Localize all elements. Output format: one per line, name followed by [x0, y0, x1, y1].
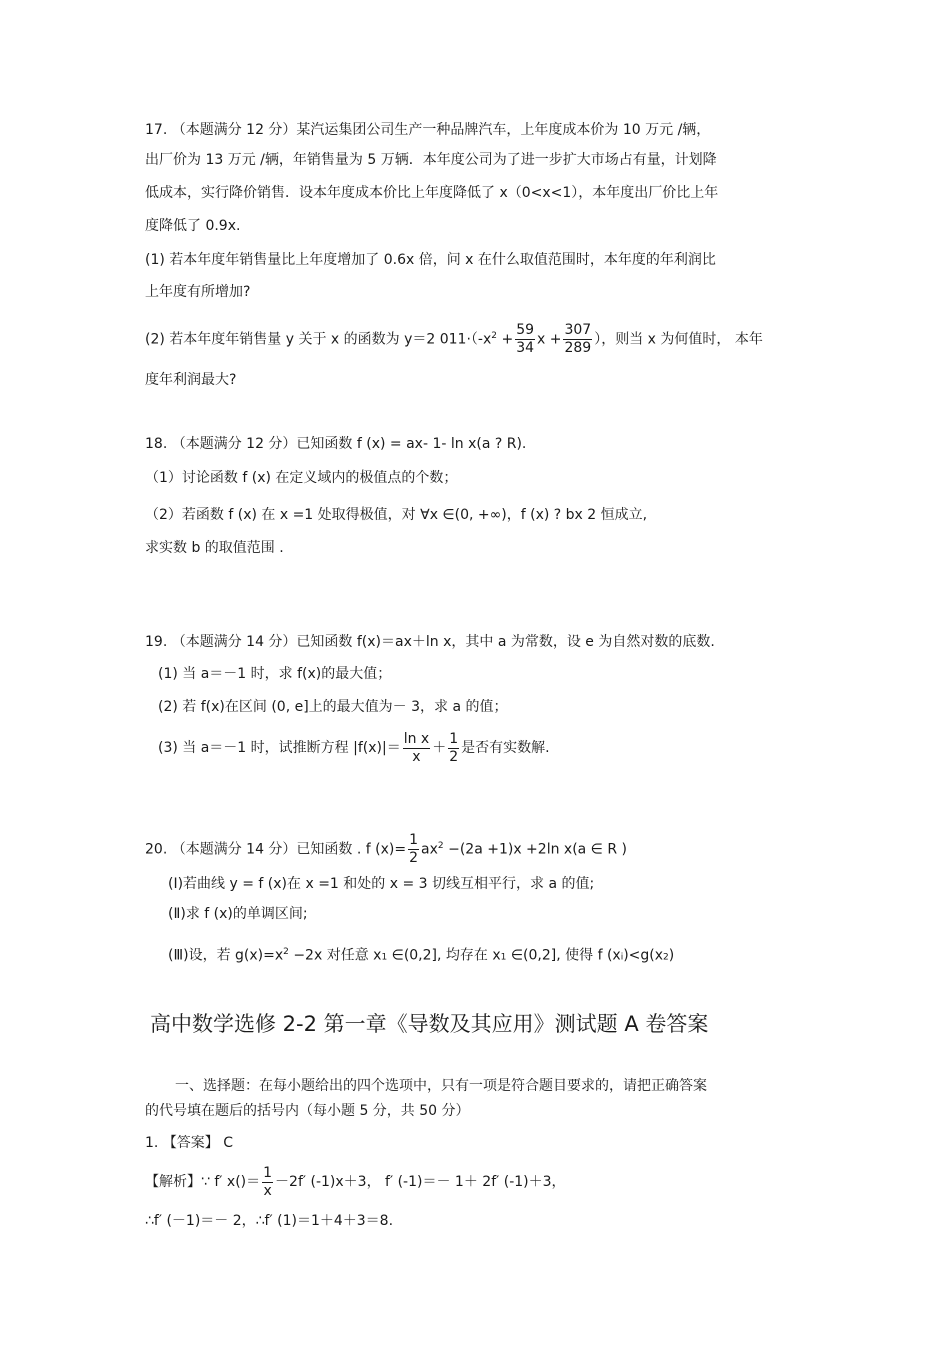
- fraction-one-half: [448, 731, 459, 766]
- numerator: ln x: [403, 730, 430, 747]
- denominator: 2: [409, 850, 419, 867]
- q20-part-3-text-2: −2x 对任意 x: [288, 947, 382, 964]
- fraction-one-over-x: [262, 1165, 273, 1200]
- q20-part-3-tail: ): [668, 947, 675, 964]
- q19-part-3-text: (3) 当 a＝－1 时，试推断方程 |f(x)|＝: [158, 740, 401, 756]
- answers-intro-line-1: 一、选择题：在每小题给出的四个选项中，只有一项是符合题目要求的，请把正确答案: [175, 1078, 707, 1094]
- q19-part-2: (2) 若 f(x)在区间 (0, e]上的最大值为－ 3，求 a 的值；: [158, 699, 508, 715]
- q19-line-1: 19. （本题满分 14 分）已知函数 f(x)＝ax＋ln x，其中 a 为常数，设 e 为自然对数的底数.: [145, 634, 715, 650]
- q17-part-1-line-1: (1) 若本年度年销售量比上年度增加了 0.6x 倍，问 x 在什么取值范围时，本年度的年利润比: [145, 252, 716, 268]
- q17-line-1: 17. （本题满分 12 分）某汽运集团公司生产一种品牌汽车，上年度成本价为 10 万元 /辆，: [145, 122, 711, 138]
- subscript: 1: [381, 952, 388, 963]
- denominator: 34: [516, 340, 535, 357]
- q18-part-2-line-2: 求实数 b 的取值范围 .: [145, 540, 284, 556]
- exponent: 2: [283, 947, 289, 957]
- fraction-307-289: [563, 322, 592, 357]
- subscript: i: [620, 952, 624, 963]
- numerator: 1: [409, 832, 419, 849]
- subscript: 1: [500, 952, 507, 963]
- fraction-lnx-over-x: [403, 731, 431, 766]
- q20-line-1-tail: −(2a +1)x +2ln x(a ∈ R ): [443, 841, 627, 858]
- fraction-one-half: [408, 832, 419, 867]
- exponent: 2: [437, 841, 444, 851]
- q17-part-2-line-2: 度年利润最大?: [145, 372, 237, 388]
- fraction-59-34: [515, 322, 535, 357]
- numerator: 1: [449, 730, 459, 747]
- q20-part-1: (Ⅰ)若曲线 y = f (x)在 x =1 和处的 x = 3 切线互相平行，求 a 的值;: [168, 876, 595, 892]
- term-x: x +: [537, 331, 562, 348]
- q17-part-2-tail: ），则当 x 为何值时， 本年: [594, 331, 763, 348]
- q20-line-1-text: 20. （本题满分 14 分）已知函数 . f (x)=: [145, 841, 407, 858]
- plus-sign: ＋: [432, 740, 447, 756]
- answers-title: 高中数学选修 2-2 第一章《导数及其应用》测试题 A 卷答案: [150, 1012, 709, 1036]
- q18-part-2-line-1: （2）若函数 f (x) 在 x =1 处取得极值，对 ∀x ∈(0, +∞)，f (x) ? bx 2 恒成立,: [145, 507, 648, 523]
- q18-line-1: 18. （本题满分 12 分）已知函数 f (x) = ax- 1- ln x(a ? R).: [145, 436, 527, 452]
- denominator: 2: [449, 748, 459, 765]
- subscript: 2: [663, 952, 669, 963]
- q20-part-3-text-4: ∈(0,2], 使得 f (x: [506, 947, 621, 964]
- answer-1-explanation-line-2: ∴f′ (－1)＝－ 2，∴f′ (1)＝1＋4＋3＝8.: [145, 1213, 394, 1229]
- numerator: 307: [564, 322, 592, 339]
- q19-part-1: (1) 当 a＝－1 时，求 f(x)的最大值；: [158, 666, 392, 682]
- q20-line-1: [145, 826, 627, 870]
- q17-line-4: 度降低了 0.9x.: [145, 218, 241, 234]
- q17-line-3: 低成本，实行降价销售．设本年度成本价比上年度降低了 x（0<x<1），本年度出厂价比上年: [145, 185, 719, 201]
- q17-part-1-line-2: 上年度有所增加?: [145, 284, 251, 300]
- q19-part-3: [158, 728, 550, 768]
- q17-part-2-line-1: [145, 316, 763, 360]
- plus-sign: +: [497, 331, 514, 348]
- numerator: 59: [516, 322, 535, 339]
- term-ax: ax: [421, 841, 438, 858]
- answer-1-explanation: [145, 1162, 566, 1202]
- q18-part-1: （1）讨论函数 f (x) 在定义域内的极值点的个数；: [145, 470, 458, 486]
- q20-part-3-text-3: ∈(0,2], 均存在 x: [387, 947, 501, 964]
- q17-line-2: 出厂价为 13 万元 /辆，年销售量为 5 万辆．本年度公司为了进一步扩大市场占有量，计划降: [145, 152, 717, 168]
- q20-part-2: (Ⅱ)求 f (x)的单调区间;: [168, 906, 308, 922]
- explanation-text: 【解析】∵ f′ x()＝: [145, 1174, 261, 1190]
- denominator: x: [263, 1182, 272, 1199]
- explanation-tail: －2f′ (-1)x＋3， f′ (-1)＝－ 1＋ 2f′ (-1)＋3，: [275, 1174, 566, 1190]
- answer-1: 1. 【答案】 C: [145, 1135, 234, 1151]
- q20-part-3: [168, 942, 674, 968]
- q20-part-3-text: (Ⅲ)设，若 g(x)=x: [168, 947, 284, 964]
- denominator: x: [412, 748, 421, 765]
- q19-part-3-tail: 是否有实数解.: [461, 740, 550, 756]
- numerator: 1: [263, 1164, 273, 1181]
- denominator: 289: [564, 340, 592, 357]
- q17-part-2-text: (2) 若本年度年销售量 y 关于 x 的函数为 y＝2 011·（-x: [145, 331, 492, 348]
- answers-intro-line-2: 的代号填在题后的括号内（每小题 5 分，共 50 分）: [145, 1103, 470, 1119]
- exponent: 2: [491, 331, 497, 341]
- q20-part-3-text-5: )<g(x: [623, 947, 664, 964]
